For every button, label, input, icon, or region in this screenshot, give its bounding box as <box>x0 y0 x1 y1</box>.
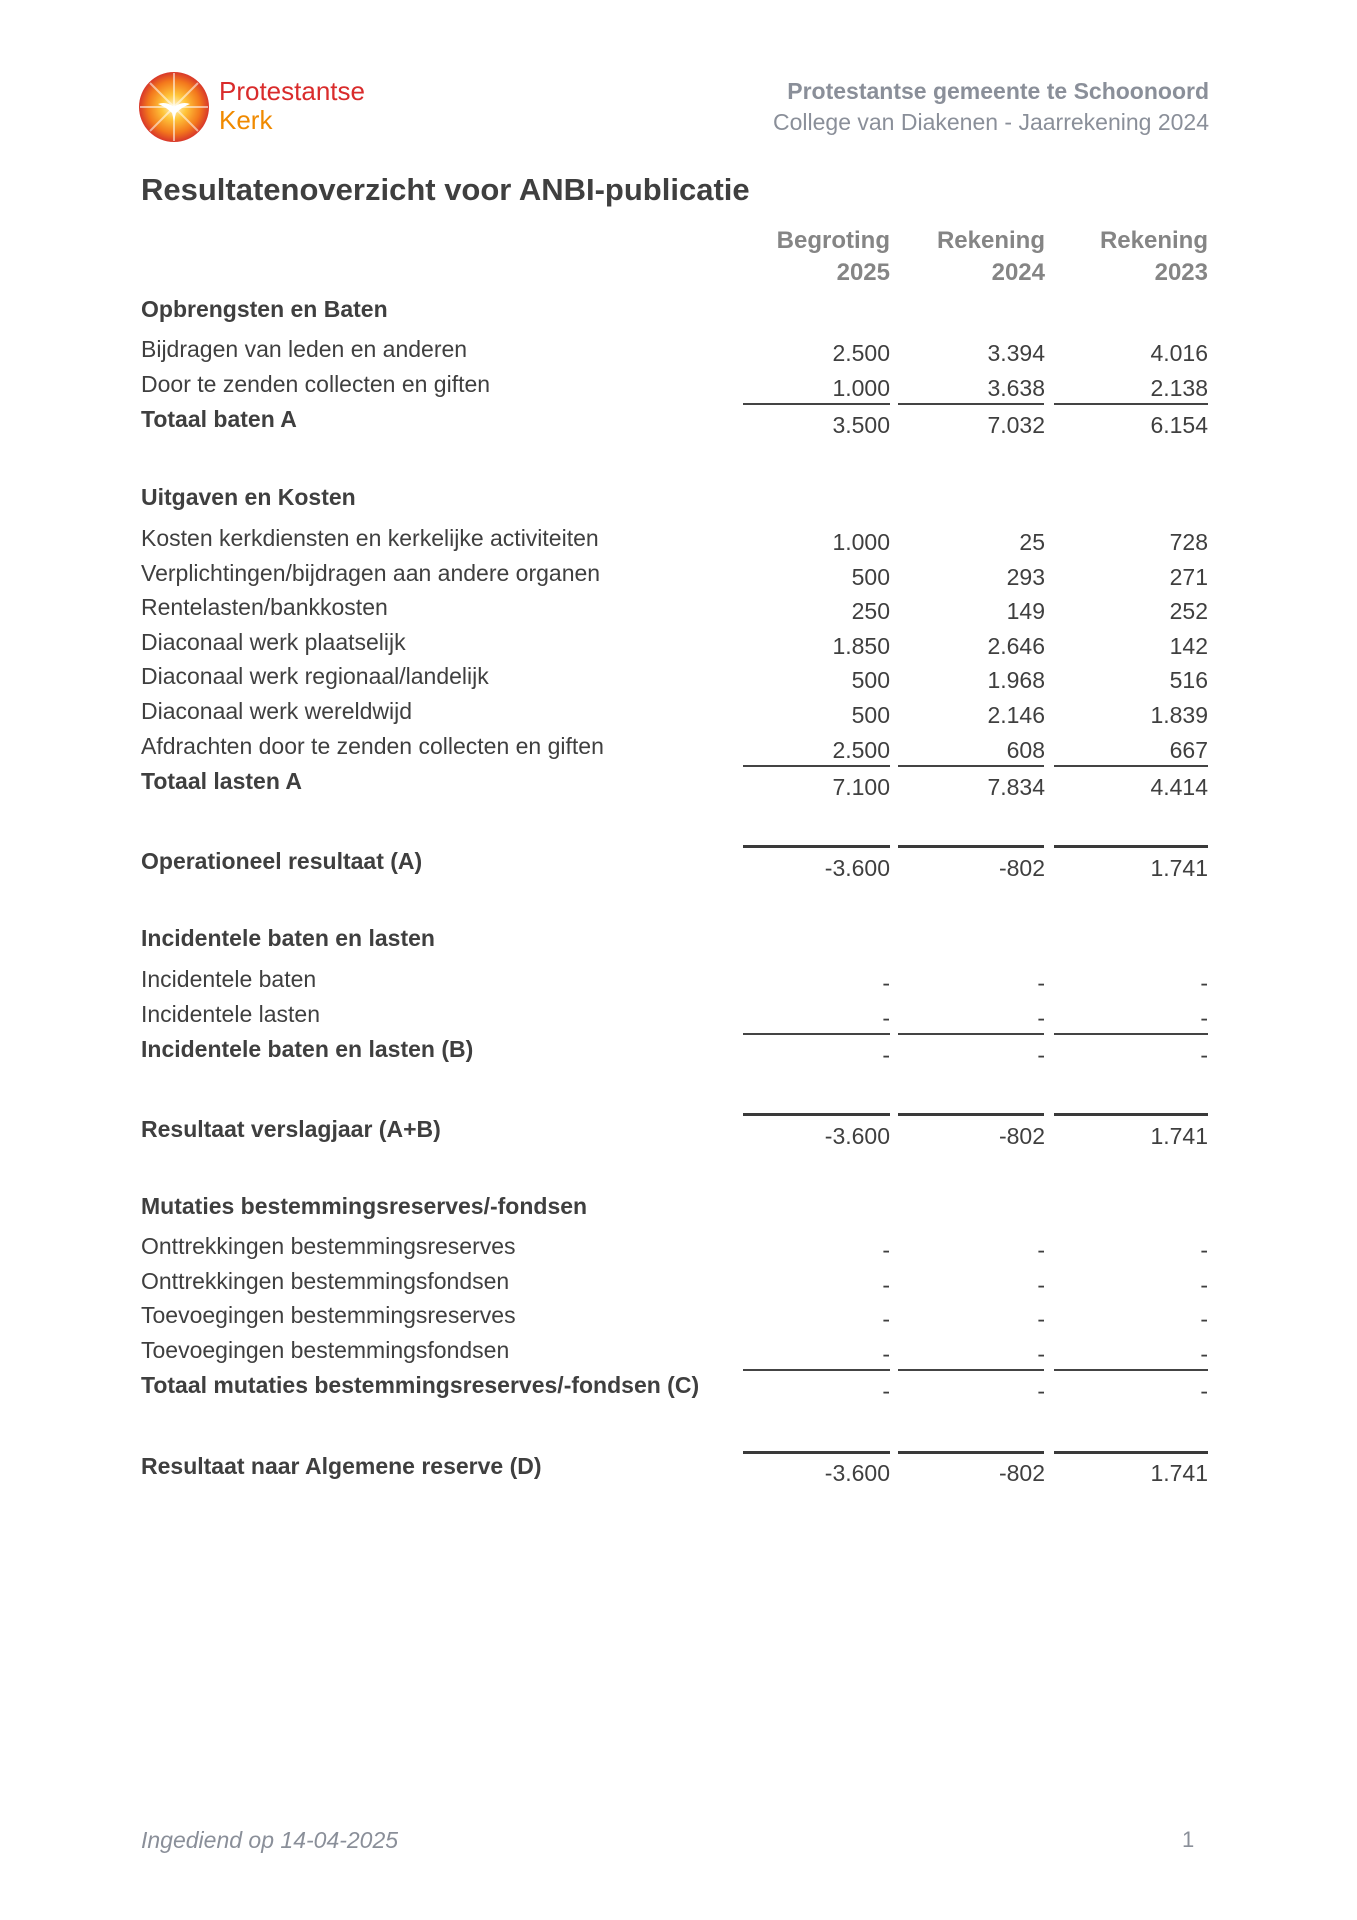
result-rule <box>743 1113 890 1116</box>
column-header-rekening-2024: Rekening 2024 <box>936 227 1045 286</box>
section-heading-opbrengsten: Opbrengsten en Baten <box>141 296 388 322</box>
row-label: Diaconaal werk regionaal/landelijk <box>141 663 489 689</box>
row-label: Incidentele lasten <box>141 1001 321 1027</box>
brand-line-2: Kerk <box>219 105 273 135</box>
row-label: Door te zenden collecten en giften <box>141 371 491 397</box>
subtotal-rule <box>1054 403 1208 405</box>
row-label: Onttrekkingen bestemmingsfondsen <box>141 1268 510 1294</box>
subtotal-rule <box>743 1033 890 1035</box>
sunburst-dove-icon <box>138 71 210 143</box>
document-subtitle: College van Diakenen - Jaarrekening 2024 <box>772 109 1209 135</box>
cell-rekening-2024: - <box>1037 1237 1045 1263</box>
cell-rekening-2023: - <box>1200 1272 1208 1298</box>
page-number: 1 <box>1182 1827 1195 1852</box>
cell-rekening-2024: - <box>1037 1042 1045 1068</box>
section-heading-mutaties: Mutaties bestemmingsreserves/-fondsen <box>141 1193 588 1219</box>
cell-rekening-2023: 1.741 <box>1150 855 1208 881</box>
cell-rekening-2024: - <box>1037 1341 1045 1367</box>
row-label-result: Operationeel resultaat (A) <box>141 848 423 874</box>
column-header-begroting-2025: Begroting 2025 <box>776 227 890 286</box>
subtotal-rule <box>1054 1369 1208 1371</box>
cell-rekening-2024: 3.394 <box>987 340 1045 366</box>
cell-rekening-2024: 149 <box>1006 598 1045 624</box>
cell-rekening-2024: - <box>1037 1306 1045 1332</box>
cell-rekening-2024: - <box>1037 1378 1045 1404</box>
result-rule <box>898 1451 1044 1454</box>
result-rule <box>898 1113 1044 1116</box>
cell-begroting-2025: 1.000 <box>832 375 890 401</box>
cell-begroting-2025: 250 <box>851 598 890 624</box>
row-label-result: Resultaat verslagjaar (A+B) <box>141 1116 441 1142</box>
cell-rekening-2024: 2.646 <box>987 633 1045 659</box>
result-rule <box>743 1451 890 1454</box>
row-label: Toevoegingen bestemmingsreserves <box>141 1302 516 1328</box>
cell-rekening-2024: 293 <box>1006 564 1045 590</box>
row-label-total: Totaal baten A <box>141 406 297 432</box>
subtotal-rule <box>743 403 890 405</box>
cell-rekening-2024: -802 <box>998 1460 1045 1486</box>
cell-rekening-2024: 7.032 <box>987 412 1045 438</box>
cell-rekening-2023: - <box>1200 1378 1208 1404</box>
cell-rekening-2023: 4.016 <box>1150 340 1208 366</box>
subtotal-rule <box>898 765 1044 767</box>
cell-rekening-2024: - <box>1037 1005 1045 1031</box>
result-rule <box>1054 1451 1208 1454</box>
cell-begroting-2025: 7.100 <box>832 774 890 800</box>
result-rule <box>1054 1113 1208 1116</box>
cell-rekening-2024: 3.638 <box>987 375 1045 401</box>
cell-rekening-2023: 142 <box>1169 633 1208 659</box>
subtotal-rule <box>1054 1033 1208 1035</box>
row-label: Bijdragen van leden en anderen <box>141 336 468 362</box>
organization-name: Protestantse gemeente te Schoonoord <box>787 78 1209 104</box>
section-heading-incidenteel: Incidentele baten en lasten <box>141 925 435 951</box>
cell-rekening-2023: - <box>1200 1005 1208 1031</box>
cell-rekening-2024: 7.834 <box>987 774 1045 800</box>
cell-rekening-2023: 2.138 <box>1150 375 1208 401</box>
row-label-result: Resultaat naar Algemene reserve (D) <box>141 1453 542 1479</box>
organization-header <box>773 76 1209 138</box>
cell-rekening-2024: -802 <box>998 855 1045 881</box>
cell-begroting-2025: 2.500 <box>832 737 890 763</box>
cell-begroting-2025: 500 <box>851 564 890 590</box>
cell-begroting-2025: - <box>882 1237 890 1263</box>
cell-rekening-2023: - <box>1200 1042 1208 1068</box>
row-label: Afdrachten door te zenden collecten en giften <box>141 733 604 759</box>
row-label-total: Incidentele baten en lasten (B) <box>141 1036 474 1062</box>
cell-begroting-2025: - <box>882 1341 890 1367</box>
cell-begroting-2025: 1.000 <box>832 529 890 555</box>
cell-begroting-2025: - <box>882 1378 890 1404</box>
column-header-rekening-2023: Rekening 2023 <box>1099 227 1208 286</box>
cell-begroting-2025: - <box>882 1042 890 1068</box>
cell-begroting-2025: -3.600 <box>824 855 890 881</box>
row-label-total: Totaal lasten A <box>141 768 303 794</box>
cell-rekening-2024: 608 <box>1006 737 1045 763</box>
church-logo <box>138 71 398 147</box>
cell-rekening-2024: -802 <box>998 1123 1045 1149</box>
cell-rekening-2023: 6.154 <box>1150 412 1208 438</box>
cell-rekening-2023: - <box>1200 1237 1208 1263</box>
subtotal-rule <box>898 1369 1044 1371</box>
row-label: Diaconaal werk wereldwijd <box>141 698 413 724</box>
cell-begroting-2025: - <box>882 970 890 996</box>
cell-rekening-2023: 271 <box>1169 564 1208 590</box>
cell-begroting-2025: 2.500 <box>832 340 890 366</box>
cell-begroting-2025: 500 <box>851 702 890 728</box>
cell-rekening-2023: 667 <box>1169 737 1208 763</box>
cell-begroting-2025: 1.850 <box>832 633 890 659</box>
cell-rekening-2023: - <box>1200 970 1208 996</box>
cell-begroting-2025: - <box>882 1272 890 1298</box>
cell-rekening-2023: 516 <box>1169 667 1208 693</box>
section-heading-uitgaven: Uitgaven en Kosten <box>141 484 356 510</box>
cell-rekening-2024: 25 <box>1019 529 1045 555</box>
subtotal-rule <box>743 1369 890 1371</box>
cell-rekening-2023: 728 <box>1169 529 1208 555</box>
row-label: Onttrekkingen bestemmingsreserves <box>141 1233 516 1259</box>
result-rule <box>1054 845 1208 848</box>
subtotal-rule <box>1054 765 1208 767</box>
row-label-total: Totaal mutaties bestemmingsreserves/-fondsen (C) <box>141 1372 700 1398</box>
cell-rekening-2024: - <box>1037 1272 1045 1298</box>
cell-rekening-2023: 1.741 <box>1150 1123 1208 1149</box>
row-label: Diaconaal werk plaatselijk <box>141 629 406 655</box>
cell-rekening-2023: - <box>1200 1341 1208 1367</box>
submission-date: Ingediend op 14-04-2025 <box>141 1827 399 1853</box>
row-label: Toevoegingen bestemmingsfondsen <box>141 1337 510 1363</box>
cell-rekening-2024: - <box>1037 970 1045 996</box>
cell-rekening-2024: 1.968 <box>987 667 1045 693</box>
brand-line-1: Protestantse <box>219 76 365 106</box>
row-label: Verplichtingen/bijdragen aan andere organen <box>141 560 601 586</box>
result-rule <box>743 845 890 848</box>
cell-rekening-2024: 2.146 <box>987 702 1045 728</box>
page-title: Resultatenoverzicht voor ANBI-publicatie <box>141 172 750 207</box>
cell-begroting-2025: -3.600 <box>824 1123 890 1149</box>
cell-begroting-2025: - <box>882 1306 890 1332</box>
subtotal-rule <box>743 765 890 767</box>
cell-rekening-2023: 1.741 <box>1150 1460 1208 1486</box>
cell-rekening-2023: 1.839 <box>1150 702 1208 728</box>
row-label: Rentelasten/bankkosten <box>141 594 388 620</box>
cell-begroting-2025: 500 <box>851 667 890 693</box>
cell-rekening-2023: - <box>1200 1306 1208 1332</box>
cell-rekening-2023: 252 <box>1169 598 1208 624</box>
result-rule <box>898 845 1044 848</box>
subtotal-rule <box>898 403 1044 405</box>
cell-begroting-2025: - <box>882 1005 890 1031</box>
cell-begroting-2025: -3.600 <box>824 1460 890 1486</box>
cell-rekening-2023: 4.414 <box>1150 774 1208 800</box>
row-label: Incidentele baten <box>141 966 317 992</box>
row-label: Kosten kerkdiensten en kerkelijke activiteiten <box>141 525 599 551</box>
subtotal-rule <box>898 1033 1044 1035</box>
cell-begroting-2025: 3.500 <box>832 412 890 438</box>
